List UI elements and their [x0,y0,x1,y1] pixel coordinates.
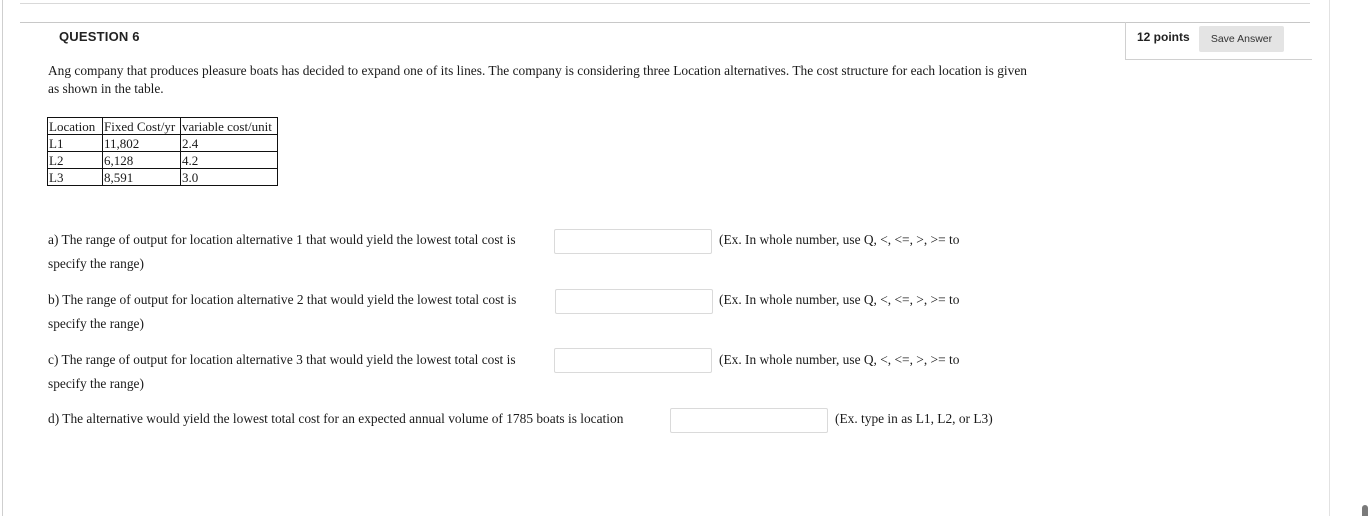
part-c-answer-input[interactable] [554,348,712,373]
table-header-row [48,118,278,135]
save-answer-button[interactable]: Save Answer [1199,26,1284,52]
table-cell: 4.2 [181,152,278,169]
table-cell: L1 [48,135,103,152]
table-cell: 8,591 [103,169,181,186]
part-a-hint-continued: specify the range) [48,256,144,271]
table-cell: 11,802 [103,135,181,152]
part-d-answer-input[interactable] [670,408,828,433]
question-points: 12 points [1137,30,1190,44]
question-prompt: Ang company that produces pleasure boats has decided to expand one of its lines. The company is considering three Location alternatives. The cost structure for each location is given as shown in the table. [48,63,1027,96]
table-cell: 6,128 [103,152,181,169]
part-a-hint: (Ex. In whole number, use Q, <, <=, >, >= to [719,232,960,247]
header-variable-cost: variable cost/unit [181,118,278,135]
table-cell: 2.4 [181,135,278,152]
table-cell: L2 [48,152,103,169]
table-row [48,135,278,152]
part-d-text: d) The alternative would yield the lowest total cost for an expected annual volume of 1785 boats is location [48,411,624,426]
part-b-hint: (Ex. In whole number, use Q, <, <=, >, >= to [719,292,960,307]
table-row [48,152,278,169]
cost-table [47,117,278,186]
part-b-text: b) The range of output for location alternative 2 that would yield the lowest total cost is [48,292,517,307]
part-a-answer-input[interactable] [554,229,712,254]
part-b-answer-input[interactable] [555,289,713,314]
part-a-text: a) The range of output for location alternative 1 that would yield the lowest total cost is [48,232,516,247]
header-location: Location [48,118,103,135]
page-left-border [2,0,3,516]
part-d-hint: (Ex. type in as L1, L2, or L3) [835,411,993,426]
header-fixed-cost: Fixed Cost/yr [103,118,181,135]
part-c-hint: (Ex. In whole number, use Q, <, <=, >, >= to [719,352,960,367]
table-cell: L3 [48,169,103,186]
part-c-text: c) The range of output for location alternative 3 that would yield the lowest total cost is [48,352,516,367]
scrollbar-thumb[interactable] [1362,505,1368,516]
part-b-hint-continued: specify the range) [48,316,144,331]
scrollbar-track [1329,0,1330,516]
table-cell: 3.0 [181,169,278,186]
table-row [48,169,278,186]
part-c-hint-continued: specify the range) [48,376,144,391]
top-divider [20,3,1310,4]
question-header-divider [20,22,1310,23]
question-title: QUESTION 6 [59,29,140,44]
